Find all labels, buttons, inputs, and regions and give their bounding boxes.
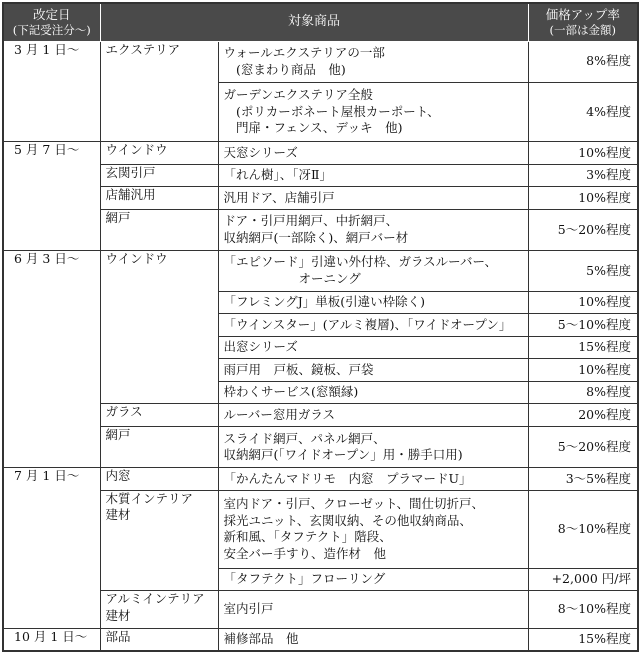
product-cell	[218, 250, 528, 291]
category-name: 部品	[105, 628, 131, 644]
price-increase: 8～10%程度	[528, 591, 638, 629]
product-cell	[218, 490, 528, 568]
price-increase: 15%程度	[528, 628, 638, 651]
product-line: オーニング	[223, 270, 361, 286]
product-cell	[218, 359, 528, 382]
table-body	[3, 41, 638, 651]
revision-date: 6 月 3 日～	[3, 250, 100, 467]
product-cell	[218, 468, 528, 491]
product-cell	[218, 336, 528, 359]
category-name: ガラス	[105, 404, 143, 420]
product-line: 新和風、「タフテクト」階段、	[223, 529, 392, 545]
product-line: 枠わくサービス(窓額縁)	[223, 384, 359, 400]
product-cell	[218, 187, 528, 210]
product-line: 「ウインスター」(アルミ複層)、「ワイドオープン」	[223, 316, 512, 332]
product-line: 門扉・フェンス、デッキ 他)	[223, 120, 403, 136]
product-line: 安全バー手すり、造作材 他	[223, 545, 387, 561]
product-cell	[218, 164, 528, 187]
revision-date: 5 月 7 日～	[3, 142, 100, 251]
product-line: ガーデンエクステリア全般	[223, 87, 373, 103]
product-cell	[218, 142, 528, 165]
price-increase: 8～10%程度	[528, 490, 638, 568]
header-price	[528, 3, 638, 41]
price-increase: 10%程度	[528, 359, 638, 382]
table-row	[3, 628, 638, 651]
category-name: ウインドウ	[105, 250, 168, 266]
product-cell	[218, 568, 528, 591]
product-cell	[218, 404, 528, 427]
category-name: 建材	[105, 507, 131, 523]
product-cell	[218, 82, 528, 142]
category-cell	[100, 209, 218, 250]
product-line: 補修部品 他	[223, 631, 299, 647]
category-name: 木質インテリア	[105, 490, 194, 506]
category-name: 網戸	[105, 426, 131, 442]
product-line: 出窓シリーズ	[223, 339, 298, 355]
product-line: 「フレミングJ」単板(引違い枠除く)	[223, 294, 426, 310]
price-increase: 10%程度	[528, 291, 638, 314]
price-increase: 5～20%程度	[528, 426, 638, 467]
category-cell	[100, 490, 218, 591]
product-cell	[218, 381, 528, 404]
price-increase: 5%程度	[528, 250, 638, 291]
category-name: アルミインテリア	[105, 591, 205, 607]
product-line: (窓まわり商品 他)	[223, 61, 346, 77]
category-cell	[100, 591, 218, 629]
revision-date: 10 月 1 日～	[3, 628, 100, 651]
product-line: 雨戸用 戸板、鏡板、戸袋	[223, 361, 374, 377]
product-cell	[218, 291, 528, 314]
product-line: ドア・引戸用網戸、中折網戸、	[223, 213, 399, 229]
price-increase: 20%程度	[528, 404, 638, 427]
price-increase: 8%程度	[528, 41, 638, 82]
product-cell	[218, 426, 528, 467]
price-increase: 4%程度	[528, 82, 638, 142]
price-increase: 15%程度	[528, 336, 638, 359]
category-name: 玄関引戸	[105, 164, 156, 180]
header-date-sub: (下記受注分～)	[12, 22, 91, 37]
product-cell	[218, 209, 528, 250]
product-cell	[218, 41, 528, 82]
header-date-label: 改定日	[32, 6, 71, 22]
revision-date: 7 月 1 日～	[3, 468, 100, 629]
category-cell	[100, 426, 218, 467]
product-line: 「エピソード」引違い外付枠、ガラスルーバー、	[223, 254, 498, 270]
product-line: 「れん樹」、「冴Ⅱ」	[223, 167, 332, 183]
price-increase: 5～20%程度	[528, 209, 638, 250]
price-revision-table	[2, 2, 639, 652]
product-line: 天窓シリーズ	[223, 144, 298, 160]
category-name: ウインドウ	[105, 142, 168, 158]
product-line: 汎用ドア、店舗引戸	[223, 189, 335, 205]
product-line: ウォールエクステリアの一部	[223, 45, 385, 61]
category-name: エクステリア	[105, 41, 181, 57]
header-price-sub: (一部は金額)	[549, 22, 616, 37]
product-line: 採光ユニット、玄関収納、その他収納商品、	[223, 512, 472, 528]
header-row	[3, 3, 638, 41]
revision-date: 3 月 1 日～	[3, 41, 100, 142]
category-name: 建材	[105, 607, 131, 623]
category-cell	[100, 41, 218, 142]
product-line: 収納網戸(「ワイドオープン」用・勝手口用)	[223, 447, 463, 462]
category-cell	[100, 187, 218, 210]
price-increase: 3～5%程度	[528, 468, 638, 491]
product-cell	[218, 591, 528, 629]
product-line: 室内ドア・引戸、クローゼット、間仕切折戸、	[223, 496, 485, 512]
category-cell	[100, 142, 218, 165]
category-cell	[100, 468, 218, 491]
category-cell	[100, 250, 218, 404]
category-cell	[100, 628, 218, 651]
product-line: 室内引戸	[223, 601, 274, 617]
price-increase: 10%程度	[528, 187, 638, 210]
table-row	[3, 41, 638, 82]
price-increase: 8%程度	[528, 381, 638, 404]
price-increase: 5～10%程度	[528, 314, 638, 337]
category-cell	[100, 164, 218, 187]
category-cell	[100, 404, 218, 427]
header-date	[3, 3, 100, 41]
header-price-label: 価格アップ率	[545, 6, 620, 22]
product-line: (ポリカーボネート屋根カーポート、	[223, 103, 440, 119]
category-name: 店舗汎用	[105, 187, 156, 203]
category-name: 網戸	[105, 209, 131, 225]
product-line: 「かんたんマドリモ 内窓 プラマードU」	[223, 470, 472, 486]
table-row	[3, 468, 638, 491]
product-line: ルーバー窓用ガラス	[223, 406, 336, 422]
price-increase: +2,000 円/坪	[528, 568, 638, 591]
product-line: 収納網戸(一部除く)、網戸バー材	[223, 229, 409, 245]
product-line: 「タフテクト」フローリング	[223, 571, 386, 587]
table-row	[3, 250, 638, 291]
product-line: スライド網戸、パネル網戸、	[223, 430, 386, 446]
table-row	[3, 142, 638, 165]
product-cell	[218, 314, 528, 337]
product-cell	[218, 628, 528, 651]
category-name: 内窓	[105, 468, 131, 484]
header-product: 対象商品	[100, 3, 528, 41]
price-increase: 10%程度	[528, 142, 638, 165]
price-increase: 3%程度	[528, 164, 638, 187]
